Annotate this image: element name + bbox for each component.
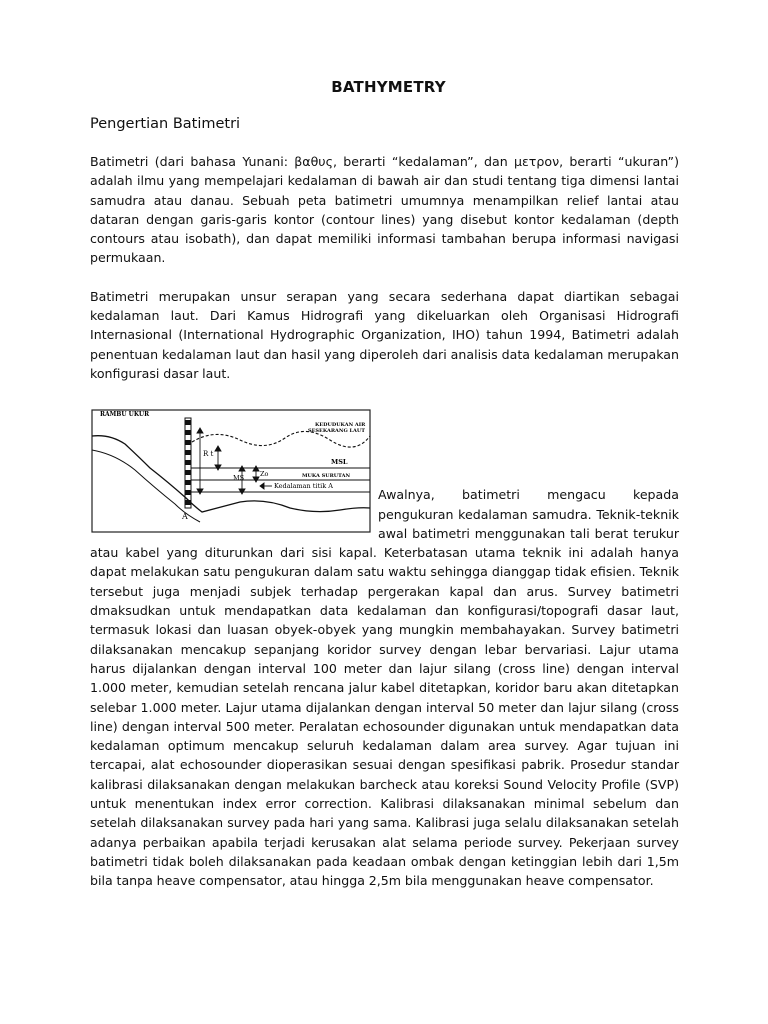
label-zo: Zo <box>260 470 269 479</box>
label-ms: MS <box>233 474 245 483</box>
label-rt: R t <box>203 450 214 459</box>
document-title: BATHYMETRY <box>331 78 446 96</box>
label-depth-a: Kedalaman titik A <box>274 482 333 491</box>
document-page <box>90 78 679 891</box>
label-chart-datum: MUKA SURUTAN <box>302 473 351 480</box>
label-water-level-1: KEDUDUKAN AIR <box>315 422 366 429</box>
diagram-svg <box>90 406 372 534</box>
label-msl: MSL <box>331 458 348 467</box>
label-water-level-2: SESEKARANG LAUT <box>308 428 365 435</box>
section-heading: Pengertian Batimetri <box>90 116 241 132</box>
measurement-arrows <box>197 428 272 494</box>
paragraph-2: Batimetri merupakan unsur serapan yang secara sederhana dapat diartikan sebagai kedalaman laut. Dari Kamus Hidrografi yang dikeluarkan oleh Organisasi Hidrografi Internasional (International Hydrographic Organization, IHO) tahun 1994, Batimetri adalah penentuan kedalaman laut dan hasil yang diperoleh dari analisis data kedalaman merupakan konfigurasi dasar laut. <box>90 288 679 381</box>
tide-staff <box>185 418 191 508</box>
paragraph-1: Batimetri (dari bahasa Yunani: βαθυς, berarti “kedalaman”, dan μετρον, berarti “ukuran”) adalah ilmu yang mempelajari kedalaman di bawah air dan studi tentang tiga dimensi lantai samudra atau danau. Sebuah peta batimetri umumnya menampilkan relief lantai atau dataran dengan garis-garis kontor (contour lines) yang disebut kontor kedalaman (depth contours atau isobath), dan dapat memiliki informasi tambahan berupa informasi navigasi permukaan. <box>90 154 679 266</box>
bathymetry-diagram <box>90 406 372 534</box>
label-point-a: A <box>182 512 188 522</box>
paragraph-3: Awalnya, batimetri mengacu kepada pengukuran kedalaman samudra. Teknik-teknik awal batimetri menggunakan tali berat terukur atau kabel yang diturunkan dari sisi kapal. Keterbatasan utama teknik ini adalah hanya dapat melakukan satu pengukuran dalam satu waktu sehingga dianggap tidak efisien. Teknik tersebut juga menjadi subjek terhadap pergerakan kapal dan arus. Survey batimetri dmaksudkan untuk mendapatkan data kedalaman dan konfigurasi/topografi dasar laut, termasuk lokasi dan luasan obyek-obyek yang mungkin membahayakan. Survey batimetri dilaksanakan mencakup sepanjang koridor survey dengan lebar bervariasi. Lajur utama harus dijalankan dengan interval 100 meter dan lajur silang (cross line) dengan interval 1.000 meter, kemudian setelah rencana jalur kabel ditetapkan, koridor baru akan ditetapkan selebar 1.000 meter. Lajur utama dijalankan dengan interval 50 meter dan lajur silang (cross line) dengan interval 500 meter. Peralatan echosounder digunakan untuk mendapatkan data kedalaman optimum mencakup seluruh kedalaman dalam area survey. Agar tujuan ini tercapai, alat echosounder dioperasikan sesuai dengan spesifikasi pabrik. Prosedur standar kalibrasi dilaksanakan dengan melakukan barcheck atau koreksi Sound Velocity Profile (SVP) untuk menentukan index error correction. Kalibrasi dilaksanakan minimal sebelum dan setelah dilaksanakan survey pada hari yang sama. Kalibrasi juga selalu dilaksanakan setelah adanya perbaikan apabila terjadi kerusakan alat selama periode survey. Pekerjaan survey batimetri tidak boleh dilaksanakan pada keadaan ombak dengan ketinggian lebih dari 1,5m bila tanpa heave compensator, atau hingga 2,5m bila menggunakan heave compensator. <box>90 487 679 889</box>
label-staff: RAMBU UKUR <box>100 411 150 419</box>
